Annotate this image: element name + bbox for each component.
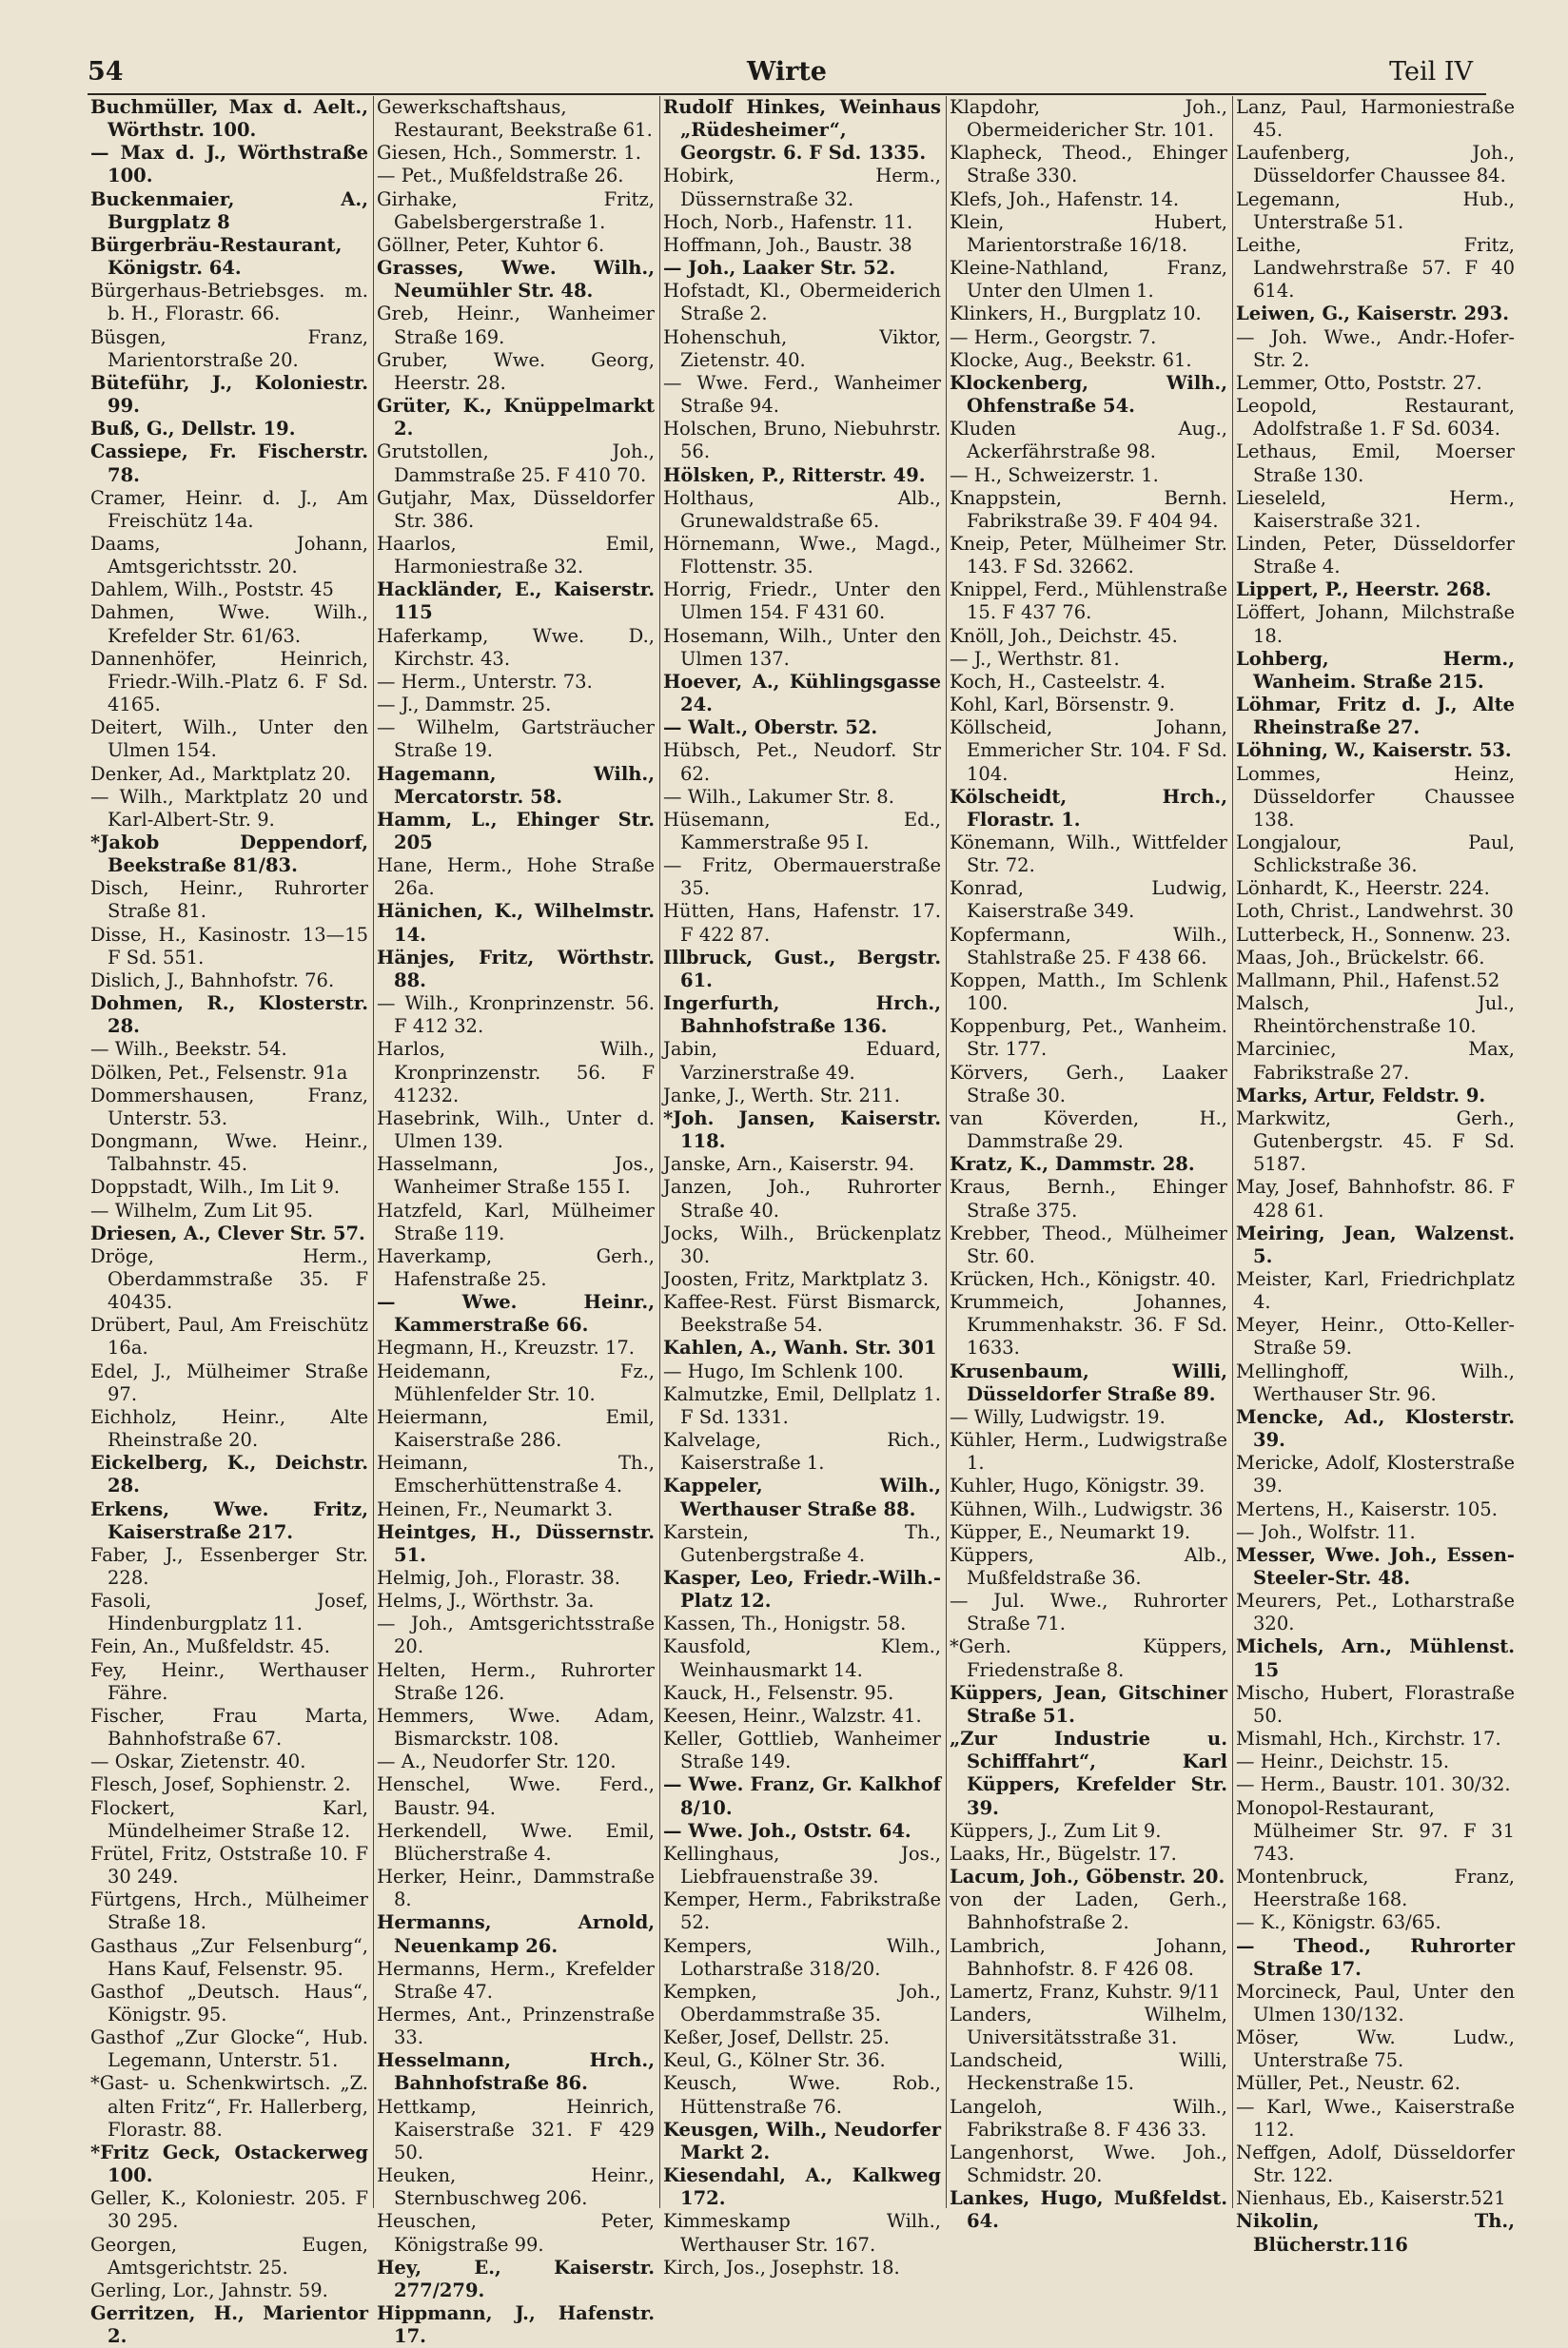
directory-entry: Knappstein, Bernh. Fabrikstraße 39. F 404 94. xyxy=(950,486,1227,532)
directory-entry: Hüsemann, Ed., Kammerstraße 95 I. xyxy=(663,808,941,853)
directory-entry: Küppers, J., Zum Lit 9. xyxy=(950,1819,1162,1842)
directory-entry: Kraus, Bernh., Ehinger Straße 375. xyxy=(950,1176,1227,1222)
directory-entry: Kempers, Wilh., Lotharstraße 318/20. xyxy=(663,1934,941,1980)
directory-entry: — J., Werthstr. 81. xyxy=(950,647,1120,670)
directory-entry: Hobirk, Herm., Düssernstraße 32. xyxy=(663,165,941,210)
directory-entry: Leiwen, G., Kaiserstr. 293. xyxy=(1236,303,1509,325)
directory-entry: Grasses, Wwe. Wilh., Neumühler Str. 48. xyxy=(377,257,655,303)
directory-entry: Geller, K., Koloniestr. 205. F 30 295. xyxy=(90,2187,368,2233)
directory-entry: — Pet., Mußfeldstraße 26. xyxy=(377,165,624,187)
directory-entry: Meurers, Pet., Lotharstraße 320. xyxy=(1236,1590,1515,1635)
directory-entry: Kühler, Herm., Ludwigstraße 1. xyxy=(950,1429,1227,1475)
directory-entry: Jabin, Eduard, Varzinerstraße 49. xyxy=(663,1038,941,1084)
directory-entry: Faber, J., Essenberger Str. 228. xyxy=(90,1543,368,1589)
directory-entry: Hamm, L., Ehinger Str. 205 xyxy=(377,808,655,853)
directory-entry: Lommes, Heinz, Düsseldorfer Chaussee 138. xyxy=(1236,762,1515,831)
directory-entry: Gasthof „Deutsch. Haus“, Königstr. 95. xyxy=(90,1980,368,2025)
directory-entry: Laufenberg, Joh., Düsseldorfer Chaussee 84. xyxy=(1236,142,1515,187)
directory-entry: Gruber, Wwe. Georg, Heerstr. 28. xyxy=(377,348,655,394)
directory-entry: Koch, H., Casteelstr. 4. xyxy=(950,670,1166,693)
directory-entry: Haferkamp, Wwe. D., Kirchstr. 43. xyxy=(377,624,655,670)
directory-entry: Langeloh, Wilh., Fabrikstraße 8. F 436 33. xyxy=(950,2095,1227,2141)
page-number: 54 xyxy=(88,57,124,87)
directory-entry: — Wilh., Marktplatz 20 und Karl-Albert-Str. 9. xyxy=(90,785,368,831)
directory-entry: Kalmutzke, Emil, Dellplatz 1. F Sd. 1331. xyxy=(663,1382,941,1428)
directory-entry: — Willy, Ludwigstr. 19. xyxy=(950,1405,1166,1428)
directory-entry: Hofstadt, Kl., Obermeiderich Straße 2. xyxy=(663,280,941,325)
directory-entry: Hohenschuh, Viktor, Zietenstr. 40. xyxy=(663,325,941,371)
directory-entry: Fischer, Frau Marta, Bahnhofstraße 67. xyxy=(90,1704,368,1751)
page-title: Wirte xyxy=(747,57,827,87)
directory-entry: — Oskar, Zietenstr. 40. xyxy=(90,1751,306,1773)
directory-entry: Lanz, Paul, Harmoniestraße 45. xyxy=(1236,96,1515,142)
directory-entry: — Joh., Laaker Str. 52. xyxy=(663,257,896,280)
directory-entry: Hesselmann, Hrch., Bahnhofstraße 86. xyxy=(377,2049,655,2095)
directory-entry: Kauck, H., Felsenstr. 95. xyxy=(663,1681,894,1704)
directory-entry: — Wilhelm, Zum Lit 95. xyxy=(90,1199,314,1222)
page-header xyxy=(88,55,1486,95)
directory-entry: Fey, Heinr., Werthauser Fähre. xyxy=(90,1658,368,1704)
directory-entry: Gewerkschaftshaus, Restaurant, Beekstraße 61. xyxy=(377,96,653,142)
directory-entry: Fürtgens, Hrch., Mülheimer Straße 18. xyxy=(90,1888,368,1934)
directory-entry: Koppenburg, Pet., Wanheim. Str. 177. xyxy=(950,1015,1227,1061)
directory-entry: Mellinghoff, Wilh., Werthauser Str. 96. xyxy=(1236,1360,1515,1405)
directory-entry: Klockenberg, Wilh., Ohfenstraße 54. xyxy=(950,371,1227,418)
directory-entry: — Wilh., Beekstr. 54. xyxy=(90,1038,287,1061)
directory-entry: Kemper, Herm., Fabrikstraße 52. xyxy=(663,1888,941,1934)
directory-entry: Gutjahr, Max, Düsseldorfer Str. 386. xyxy=(377,486,655,532)
directory-entry: Kasper, Leo, Friedr.-Wilh.-Platz 12. xyxy=(663,1567,941,1613)
directory-columns xyxy=(88,96,1520,2348)
directory-entry: Leopold, Restaurant, Adolfstraße 1. F Sd. 6034. xyxy=(1236,395,1515,440)
directory-entry: Legemann, Hub., Unterstraße 51. xyxy=(1236,187,1515,233)
directory-entry: — Karl, Wwe., Kaiserstraße 112. xyxy=(1236,2095,1515,2141)
directory-entry: Marciniec, Max, Fabrikstraße 27. xyxy=(1236,1038,1515,1084)
directory-entry: Kuhler, Hugo, Königstr. 39. xyxy=(950,1475,1205,1497)
directory-entry: Helms, J., Wörthstr. 3a. xyxy=(377,1590,595,1613)
directory-entry: Holschen, Bruno, Niebuhrstr. 56. xyxy=(663,418,941,463)
directory-entry: Heimann, Th., Emscherhüttenstraße 4. xyxy=(377,1452,655,1497)
directory-entry: Hey, E., Kaiserstr. 277/279. xyxy=(377,2256,655,2301)
directory-entry: Kempken, Joh., Oberdammstraße 35. xyxy=(663,1980,941,2025)
directory-entry: Kimmeskamp Wilh., Werthauser Str. 167. xyxy=(663,2210,941,2256)
directory-entry: Loth, Christ., Landwehrst. 30 xyxy=(1236,900,1514,923)
directory-entry: Kiesendahl, A., Kalkweg 172. xyxy=(663,2164,941,2210)
directory-entry: Kappeler, Wilh., Werthauser Straße 88. xyxy=(663,1475,941,1520)
directory-entry: Meyer, Heinr., Otto-Keller-Straße 59. xyxy=(1236,1314,1515,1360)
directory-entry: Flesch, Josef, Sophienstr. 2. xyxy=(90,1773,351,1796)
directory-entry: Keesen, Heinr., Walzstr. 41. xyxy=(663,1704,922,1727)
directory-entry: Lönhardt, K., Heerstr. 224. xyxy=(1236,877,1490,900)
column-2 xyxy=(374,96,660,2348)
directory-entry: Kassen, Th., Honigstr. 58. xyxy=(663,1613,907,1635)
directory-entry: Lamertz, Franz, Kuhstr. 9/11 xyxy=(950,1980,1221,2003)
directory-entry: — Fritz, Obermauerstraße 35. xyxy=(663,854,941,900)
directory-entry: Neffgen, Adolf, Düsseldorfer Str. 122. xyxy=(1236,2141,1515,2187)
directory-entry: *Joh. Jansen, Kaiserstr. 118. xyxy=(663,1106,941,1153)
directory-entry: Kirch, Jos., Josephstr. 18. xyxy=(663,2256,900,2279)
directory-entry: Kölscheidt, Hrch., Florastr. 1. xyxy=(950,785,1227,831)
column-1 xyxy=(88,96,374,2348)
directory-entry: Könemann, Wilh., Wittfelder Str. 72. xyxy=(950,832,1227,877)
directory-entry: Joosten, Fritz, Marktplatz 3. xyxy=(663,1267,930,1290)
directory-entry: Lieseleld, Herm., Kaiserstraße 321. xyxy=(1236,486,1515,532)
directory-entry: Klapheck, Theod., Ehinger Straße 330. xyxy=(950,142,1227,187)
directory-entry: Küppers, Jean, Gitschiner Straße 51. xyxy=(950,1681,1227,1727)
directory-entry: Georgen, Eugen, Amtsgerichtstr. 25. xyxy=(90,2233,368,2279)
directory-entry: Maas, Joh., Brückelstr. 66. xyxy=(1236,946,1485,969)
directory-entry: Lemmer, Otto, Poststr. 27. xyxy=(1236,371,1482,394)
directory-entry: Hegmann, H., Kreuzstr. 17. xyxy=(377,1337,635,1360)
directory-entry: Möser, Ww. Ludw., Unterstraße 75. xyxy=(1236,2026,1515,2072)
directory-entry: Hoffmann, Joh., Baustr. 38 xyxy=(663,233,912,256)
directory-entry: Heiermann, Emil, Kaiserstraße 286. xyxy=(377,1405,655,1452)
directory-entry: Grutstollen, Joh., Dammstraße 25. F 410 70. xyxy=(377,440,655,486)
directory-entry: Hermanns, Arnold, Neuenkamp 26. xyxy=(377,1911,655,1957)
directory-entry: Konrad, Ludwig, Kaiserstraße 349. xyxy=(950,877,1227,923)
directory-entry: Gerritzen, H., Marientor 2. xyxy=(90,2302,368,2348)
directory-entry: Klapdohr, Joh., Obermeidericher Str. 101. xyxy=(950,96,1227,142)
directory-entry: Dommershausen, Franz, Unterstr. 53. xyxy=(90,1084,368,1129)
directory-entry: *Jakob Deppendorf, Beekstraße 81/83. xyxy=(90,832,368,877)
directory-entry: Herkendell, Wwe. Emil, Blücherstraße 4. xyxy=(377,1819,655,1865)
directory-entry: Leithe, Fritz, Landwehrstraße 57. F 40 614. xyxy=(1236,233,1515,303)
directory-entry: Gasthof „Zur Glocke“, Hub. Legemann, Unterstr. 51. xyxy=(90,2026,368,2072)
directory-entry: Kopfermann, Wilh., Stahlstraße 25. F 438 66. xyxy=(950,923,1227,969)
directory-entry: Ingerfurth, Hrch., Bahnhofstraße 136. xyxy=(663,992,941,1038)
directory-entry: Kellinghaus, Jos., Liebfrauenstraße 39. xyxy=(663,1842,941,1888)
directory-entry: Buckenmaier, A., Burgplatz 8 xyxy=(90,187,368,233)
directory-entry: Körvers, Gerh., Laaker Straße 30. xyxy=(950,1061,1227,1106)
directory-entry: Herker, Heinr., Dammstraße 8. xyxy=(377,1866,655,1911)
directory-entry: — A., Neudorfer Str. 120. xyxy=(377,1751,617,1773)
directory-entry: Dölken, Pet., Felsenstr. 91a xyxy=(90,1061,348,1084)
directory-entry: Disch, Heinr., Ruhrorter Straße 81. xyxy=(90,877,368,923)
directory-entry: Hoever, A., Kühlingsgasse 24. xyxy=(663,670,941,716)
directory-entry: Karstein, Th., Gutenbergstraße 4. xyxy=(663,1520,941,1566)
directory-entry: — Wwe. Franz, Gr. Kalkhof 8/10. xyxy=(663,1773,941,1819)
directory-entry: Hermanns, Herm., Krefelder Straße 47. xyxy=(377,1957,655,2003)
directory-entry: Fein, An., Mußfeldstr. 45. xyxy=(90,1635,330,1658)
directory-entry: Heintges, H., Düssernstr. 51. xyxy=(377,1520,655,1566)
directory-entry: Holthaus, Alb., Grunewaldstraße 65. xyxy=(663,486,941,532)
directory-entry: Cassiepe, Fr. Fischerstr. 78. xyxy=(90,440,368,486)
directory-entry: Bürgerhaus-Betriebsges. m. b. H., Florastr. 66. xyxy=(90,280,368,325)
directory-entry: Löhmar, Fritz d. J., Alte Rheinstraße 27. xyxy=(1236,694,1515,739)
directory-entry: Klinkers, H., Burgplatz 10. xyxy=(950,303,1202,325)
directory-entry: Klefs, Joh., Hafenstr. 14. xyxy=(950,187,1180,210)
directory-entry: Girhake, Fritz, Gabelsbergerstraße 1. xyxy=(377,187,655,233)
directory-entry: Kaffee-Rest. Fürst Bismarck, Beekstraße 54. xyxy=(663,1291,941,1337)
directory-entry: Hagemann, Wilh., Mercatorstr. 58. xyxy=(377,762,655,808)
directory-entry: Krummeich, Johannes, Krummenhakstr. 36. F Sd. 1633. xyxy=(950,1291,1227,1360)
directory-entry: Dohmen, R., Klosterstr. 28. xyxy=(90,992,368,1038)
directory-entry: Lutterbeck, H., Sonnenw. 23. xyxy=(1236,923,1511,946)
directory-entry: Löffert, Johann, Milchstraße 18. xyxy=(1236,601,1515,647)
directory-entry: Hemmers, Wwe. Adam, Bismarckstr. 108. xyxy=(377,1704,655,1751)
directory-entry: Jocks, Wilh., Brückenplatz 30. xyxy=(663,1222,941,1267)
directory-entry: Gasthaus „Zur Felsenburg“, Hans Kauf, Felsenstr. 95. xyxy=(90,1934,368,1980)
directory-entry: Lankes, Hugo, Mußfeldst. 64. xyxy=(950,2187,1227,2233)
directory-entry: Eickelberg, K., Deichstr. 28. xyxy=(90,1452,368,1497)
directory-entry: Heinen, Fr., Neumarkt 3. xyxy=(377,1497,614,1520)
directory-entry: Hermes, Ant., Prinzenstraße 33. xyxy=(377,2003,655,2049)
directory-entry: Driesen, A., Clever Str. 57. xyxy=(90,1222,365,1244)
directory-entry: — Joh., Amtsgerichtsstraße 20. xyxy=(377,1613,655,1658)
directory-entry: — K., Königstr. 63/65. xyxy=(1236,1911,1441,1934)
directory-entry: Illbruck, Gust., Bergstr. 61. xyxy=(663,946,941,991)
directory-entry: Laaks, Hr., Bügelstr. 17. xyxy=(950,1842,1177,1865)
directory-entry: Hütten, Hans, Hafenstr. 17. F 422 87. xyxy=(663,900,941,946)
directory-entry: Langenhorst, Wwe. Joh., Schmidstr. 20. xyxy=(950,2141,1227,2187)
directory-entry: Haarlos, Emil, Harmoniestraße 32. xyxy=(377,532,655,578)
directory-entry: Janzen, Joh., Ruhrorter Straße 40. xyxy=(663,1176,941,1222)
directory-entry: Klein, Hubert, Marientorstraße 16/18. xyxy=(950,210,1227,256)
directory-entry: Nienhaus, Eb., Kaiserstr.521 xyxy=(1236,2187,1506,2210)
directory-entry: Kluden Aug., Ackerfährstraße 98. xyxy=(950,418,1227,463)
directory-entry: Henschel, Wwe. Ferd., Baustr. 94. xyxy=(377,1773,655,1819)
directory-entry: Landers, Wilhelm, Universitätsstraße 31. xyxy=(950,2003,1227,2049)
directory-entry: Helten, Herm., Ruhrorter Straße 126. xyxy=(377,1658,655,1704)
directory-entry: Hänjes, Fritz, Wörthstr. 88. xyxy=(377,946,655,991)
directory-entry: Dongmann, Wwe. Heinr., Talbahnstr. 45. xyxy=(90,1130,368,1176)
directory-entry: Kratz, K., Dammstr. 28. xyxy=(950,1153,1195,1176)
directory-entry: Krebber, Theod., Mülheimer Str. 60. xyxy=(950,1222,1227,1267)
directory-entry: Büteführ, J., Koloniestr. 99. xyxy=(90,371,368,418)
directory-entry: Buchmüller, Max d. Aelt., Wörthstr. 100. xyxy=(90,96,368,142)
directory-entry: Giesen, Hch., Sommerstr. 1. xyxy=(377,142,641,165)
directory-entry: Hane, Herm., Hohe Straße 26a. xyxy=(377,854,655,900)
directory-entry: *Gast- u. Schenkwirtsch. „Z. alten Fritz“, Fr. Hallerberg, Florastr. 88. xyxy=(90,2072,368,2141)
directory-entry: Hübsch, Pet., Neudorf. Str 62. xyxy=(663,739,941,785)
directory-entry: Lambrich, Johann, Bahnhofstr. 8. F 426 08. xyxy=(950,1934,1227,1980)
directory-entry: Fasoli, Josef, Hindenburgplatz 11. xyxy=(90,1590,368,1635)
directory-entry: — Hugo, Im Schlenk 100. xyxy=(663,1360,904,1382)
directory-entry: Hackländer, E., Kaiserstr. 115 xyxy=(377,578,655,624)
directory-entry: Lethaus, Emil, Moerser Straße 130. xyxy=(1236,440,1515,486)
directory-entry: Mericke, Adolf, Klosterstraße 39. xyxy=(1236,1452,1515,1497)
directory-entry: Disse, H., Kasinostr. 13—15 F Sd. 551. xyxy=(90,923,368,969)
directory-entry: *Gerh. Küppers, Friedenstraße 8. xyxy=(950,1635,1227,1681)
directory-entry: Koppen, Matth., Im Schlenk 100. xyxy=(950,969,1227,1015)
directory-entry: Monopol-Restaurant, Mülheimer Str. 97. F 31 743. xyxy=(1236,1796,1515,1865)
directory-entry: Doppstadt, Wilh., Im Lit 9. xyxy=(90,1176,341,1199)
directory-entry: Kneip, Peter, Mülheimer Str. 143. F Sd. 32662. xyxy=(950,532,1227,578)
directory-entry: Müller, Pet., Neustr. 62. xyxy=(1236,2072,1460,2095)
directory-entry: Dannenhöfer, Heinrich, Friedr.-Wilh.-Platz 6. F Sd. 4165. xyxy=(90,647,368,716)
directory-entry: Daams, Johann, Amtsgerichtsstr. 20. xyxy=(90,532,368,578)
directory-entry: Grüter, K., Knüppelmarkt 2. xyxy=(377,395,655,440)
directory-entry: Heidemann, Fz., Mühlenfelder Str. 10. xyxy=(377,1360,655,1405)
directory-entry: Hoch, Norb., Hafenstr. 11. xyxy=(663,210,913,233)
directory-entry: Haverkamp, Gerh., Hafenstraße 25. xyxy=(377,1244,655,1290)
directory-entry: Knippel, Ferd., Mühlenstraße 15. F 437 76. xyxy=(950,578,1227,624)
directory-entry: Deitert, Wilh., Unter den Ulmen 154. xyxy=(90,716,368,762)
directory-entry: Gerling, Lor., Jahnstr. 59. xyxy=(90,2279,328,2301)
directory-entry: Keul, G., Kölner Str. 36. xyxy=(663,2049,886,2072)
directory-entry: Rudolf Hinkes, Weinhaus „Rüdesheimer“, Georgstr. 6. F Sd. 1335. xyxy=(663,96,941,165)
column-3 xyxy=(660,96,947,2279)
directory-entry: Janske, Arn., Kaiserstr. 94. xyxy=(663,1153,915,1176)
directory-entry: Montenbruck, Franz, Heerstraße 168. xyxy=(1236,1866,1515,1911)
directory-entry: Keusch, Wwe. Rob., Hüttenstraße 76. xyxy=(663,2072,941,2118)
directory-entry: — Wilh., Kronprinzenstr. 56. F 412 32. xyxy=(377,992,655,1038)
directory-entry: von der Laden, Gerh., Bahnhofstraße 2. xyxy=(950,1888,1227,1934)
directory-entry: — Walt., Oberstr. 52. xyxy=(663,716,878,739)
directory-entry: *Fritz Geck, Ostackerweg 100. xyxy=(90,2141,368,2187)
column-5 xyxy=(1233,96,1519,2256)
directory-entry: Helmig, Joh., Florastr. 38. xyxy=(377,1567,620,1589)
directory-entry: Mencke, Ad., Klosterstr. 39. xyxy=(1236,1405,1515,1452)
directory-entry: Knöll, Joh., Deichstr. 45. xyxy=(950,624,1178,647)
directory-entry: Göllner, Peter, Kuhtor 6. xyxy=(377,233,605,256)
directory-entry: Cramer, Heinr. d. J., Am Freischütz 14a. xyxy=(90,486,368,532)
directory-entry: Hörnemann, Wwe., Magd., Flottenstr. 35. xyxy=(663,532,941,578)
directory-entry: Kleine-Nathland, Franz, Unter den Ulmen 1. xyxy=(950,257,1227,303)
directory-entry: Longjalour, Paul, Schlickstraße 36. xyxy=(1236,832,1515,877)
directory-entry: Küpper, E., Neumarkt 19. xyxy=(950,1520,1191,1543)
directory-entry: — Wilh., Lakumer Str. 8. xyxy=(663,785,894,808)
directory-entry: Keßer, Josef, Dellstr. 25. xyxy=(663,2026,890,2049)
directory-entry: Mallmann, Phil., Hafenst.52 xyxy=(1236,969,1500,991)
directory-entry: Büsgen, Franz, Marientorstraße 20. xyxy=(90,325,368,371)
directory-entry: Drübert, Paul, Am Freischütz 16a. xyxy=(90,1314,368,1360)
page-part-label: Teil IV xyxy=(1389,57,1473,87)
directory-entry: Hettkamp, Heinrich, Kaiserstraße 321. F 429 50. xyxy=(377,2095,655,2163)
directory-entry: Buß, G., Dellstr. 19. xyxy=(90,418,296,440)
directory-entry: Messer, Wwe. Joh., Essen-Steeler-Str. 48. xyxy=(1236,1543,1515,1589)
directory-entry: — Joh. Wwe., Andr.-Hofer-Str. 2. xyxy=(1236,325,1515,371)
directory-entry: Michels, Arn., Mühlenst. 15 xyxy=(1236,1635,1515,1681)
directory-entry: Köllscheid, Johann, Emmericher Str. 104. F Sd. 104. xyxy=(950,716,1227,785)
directory-entry: Keller, Gottlieb, Wanheimer Straße 149. xyxy=(663,1728,941,1773)
directory-entry: Denker, Ad., Marktplatz 20. xyxy=(90,762,352,785)
directory-entry: „Zur Industrie u. Schifffahrt“, Karl Küppers, Krefelder Str. 39. xyxy=(950,1728,1227,1819)
directory-entry: Dahmen, Wwe. Wilh., Krefelder Str. 61/63. xyxy=(90,601,368,647)
directory-entry: Hasselmann, Jos., Wanheimer Straße 155 I. xyxy=(377,1153,655,1199)
directory-entry: Horrig, Friedr., Unter den Ulmen 154. F 431 60. xyxy=(663,578,941,624)
directory-entry: Krücken, Hch., Königstr. 40. xyxy=(950,1267,1217,1290)
directory-entry: — Wilhelm, Gartsträucher Straße 19. xyxy=(377,716,655,762)
directory-entry: Frütel, Fritz, Oststraße 10. F 30 249. xyxy=(90,1842,368,1888)
directory-entry: Lacum, Joh., Göbenstr. 20. xyxy=(950,1866,1225,1888)
directory-entry: Malsch, Jul., Rheintörchenstraße 10. xyxy=(1236,992,1515,1038)
directory-entry: Hänichen, K., Wilhelmstr. 14. xyxy=(377,900,655,946)
directory-entry: Keusgen, Wilh., Neudorfer Markt 2. xyxy=(663,2118,941,2163)
directory-entry: — H., Schweizerstr. 1. xyxy=(950,463,1159,486)
directory-entry: Hölsken, P., Ritterstr. 49. xyxy=(663,463,926,486)
directory-entry: Meiring, Jean, Walzenst. 5. xyxy=(1236,1222,1515,1267)
directory-entry: — Jul. Wwe., Ruhrorter Straße 71. xyxy=(950,1590,1227,1635)
directory-entry: Dislich, J., Bahnhofstr. 76. xyxy=(90,969,335,991)
directory-entry: — Heinr., Deichstr. 15. xyxy=(1236,1751,1450,1773)
directory-entry: — Wwe. Ferd., Wanheimer Straße 94. xyxy=(663,371,941,418)
directory-entry: Klocke, Aug., Beekstr. 61. xyxy=(950,348,1192,371)
directory-entry: Linden, Peter, Düsseldorfer Straße 4. xyxy=(1236,532,1515,578)
directory-entry: Kausfold, Klem., Weinhausmarkt 14. xyxy=(663,1635,941,1681)
directory-entry: Kalvelage, Rich., Kaiserstraße 1. xyxy=(663,1429,941,1475)
directory-entry: Lohberg, Herm., Wanheim. Straße 215. xyxy=(1236,647,1515,693)
directory-entry: Krusenbaum, Willi, Düsseldorfer Straße 89. xyxy=(950,1360,1227,1405)
directory-entry: — Herm., Baustr. 101. 30/32. xyxy=(1236,1773,1511,1796)
directory-entry: Mischo, Hubert, Florastraße 50. xyxy=(1236,1681,1515,1727)
directory-entry: Lippert, P., Heerstr. 268. xyxy=(1236,578,1492,601)
directory-entry: Hippmann, J., Hafenstr. 17. xyxy=(377,2302,655,2348)
directory-entry: Edel, J., Mülheimer Straße 97. xyxy=(90,1360,368,1405)
directory-entry: Hosemann, Wilh., Unter den Ulmen 137. xyxy=(663,624,941,670)
directory-entry: Marks, Artur, Feldstr. 9. xyxy=(1236,1084,1486,1106)
directory-entry: Nikolin, Th., Blücherstr.116 xyxy=(1236,2210,1515,2256)
directory-entry: Erkens, Wwe. Fritz, Kaiserstraße 217. xyxy=(90,1497,368,1543)
directory-entry: Flockert, Karl, Mündelheimer Straße 12. xyxy=(90,1796,368,1842)
directory-entry: Bürgerbräu-Restaurant, Königstr. 64. xyxy=(90,233,343,280)
directory-entry: Hasebrink, Wilh., Unter d. Ulmen 139. xyxy=(377,1106,655,1153)
column-4 xyxy=(947,96,1233,2233)
directory-entry: Janke, J., Werth. Str. 211. xyxy=(663,1084,900,1106)
directory-entry: Kahlen, A., Wanh. Str. 301 xyxy=(663,1337,937,1360)
directory-entry: Küppers, Alb., Mußfeldstraße 36. xyxy=(950,1543,1227,1589)
directory-entry: Eichholz, Heinr., Alte Rheinstraße 20. xyxy=(90,1405,368,1452)
directory-entry: Kohl, Karl, Börsenstr. 9. xyxy=(950,694,1175,716)
directory-entry: Harlos, Wilh., Kronprinzenstr. 56. F 41232. xyxy=(377,1038,655,1106)
directory-entry: Hatzfeld, Karl, Mülheimer Straße 119. xyxy=(377,1199,655,1244)
directory-entry: van Köverden, H., Dammstraße 29. xyxy=(950,1106,1227,1153)
directory-entry: Greb, Heinr., Wanheimer Straße 169. xyxy=(377,303,655,348)
directory-entry: Dröge, Herm., Oberdammstraße 35. F 40435. xyxy=(90,1244,368,1314)
directory-entry: — Wwe. Joh., Oststr. 64. xyxy=(663,1819,911,1842)
directory-entry: Markwitz, Gerh., Gutenbergstr. 45. F Sd. 5187. xyxy=(1236,1106,1515,1176)
directory-entry: May, Josef, Bahnhofstr. 86. F 428 61. xyxy=(1236,1176,1515,1222)
directory-entry: — Herm., Georgstr. 7. xyxy=(950,325,1157,348)
directory-entry: — J., Dammstr. 25. xyxy=(377,694,552,716)
directory-entry: Mertens, H., Kaiserstr. 105. xyxy=(1236,1497,1498,1520)
directory-entry: — Joh., Wolfstr. 11. xyxy=(1236,1520,1416,1543)
directory-entry: — Herm., Unterstr. 73. xyxy=(377,670,593,693)
directory-entry: Morcineck, Paul, Unter den Ulmen 130/132. xyxy=(1236,1980,1515,2025)
directory-entry: — Theod., Ruhrorter Straße 17. xyxy=(1236,1934,1515,1980)
directory-entry: — Max d. J., Wörthstraße 100. xyxy=(90,142,368,187)
directory-entry: Heuschen, Peter, Königstraße 99. xyxy=(377,2210,655,2256)
directory-entry: Landscheid, Willi, Heckenstraße 15. xyxy=(950,2049,1227,2095)
directory-entry: Meister, Karl, Friedrichplatz 4. xyxy=(1236,1267,1515,1314)
directory-entry: — Wwe. Heinr., Kammerstraße 66. xyxy=(377,1291,655,1337)
directory-entry: Kühnen, Wilh., Ludwigstr. 36 xyxy=(950,1497,1224,1520)
directory-entry: Heuken, Heinr., Sternbuschweg 206. xyxy=(377,2164,655,2210)
directory-entry: Löhning, W., Kaiserstr. 53. xyxy=(1236,739,1512,762)
directory-entry: Mismahl, Hch., Kirchstr. 17. xyxy=(1236,1728,1501,1751)
directory-entry: Dahlem, Wilh., Poststr. 45 xyxy=(90,578,334,601)
